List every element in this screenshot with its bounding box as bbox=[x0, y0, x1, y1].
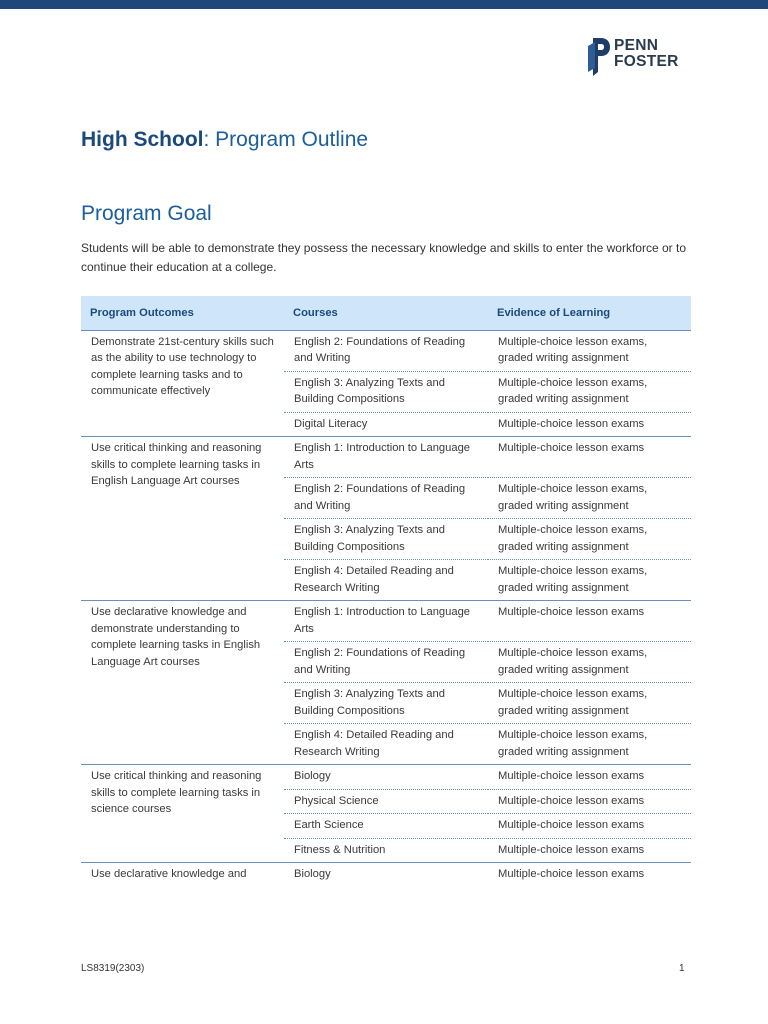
course-cell: Biology bbox=[284, 863, 488, 887]
course-cell: English 1: Introduction to Language Arts bbox=[284, 437, 488, 478]
penn-foster-logo bbox=[586, 38, 696, 78]
evidence-cell: Multiple-choice lesson exams, graded writing assignment bbox=[488, 478, 691, 519]
course-cell: English 2: Foundations of Reading and Writing bbox=[284, 478, 488, 519]
table-row bbox=[81, 765, 691, 790]
table-row bbox=[81, 330, 691, 371]
page-title-rest: : Program Outline bbox=[203, 128, 369, 151]
evidence-cell: Multiple-choice lesson exams bbox=[488, 789, 691, 814]
program-outline-table bbox=[81, 296, 691, 887]
evidence-cell: Multiple-choice lesson exams, graded writing assignment bbox=[488, 330, 691, 371]
page-number: 1 bbox=[679, 963, 685, 974]
outcome-cell: Use declarative knowledge and bbox=[81, 863, 284, 887]
page-title bbox=[81, 128, 368, 152]
document-code: LS8319(2303) bbox=[81, 963, 145, 974]
logo-line-1: PENN bbox=[614, 37, 659, 54]
program-goal-heading: Program Goal bbox=[81, 202, 212, 225]
course-cell: English 2: Foundations of Reading and Writing bbox=[284, 330, 488, 371]
course-cell: Fitness & Nutrition bbox=[284, 838, 488, 863]
evidence-cell: Multiple-choice lesson exams, graded writing assignment bbox=[488, 560, 691, 601]
evidence-cell: Multiple-choice lesson exams bbox=[488, 814, 691, 839]
evidence-cell: Multiple-choice lesson exams bbox=[488, 765, 691, 790]
table-row bbox=[81, 601, 691, 642]
course-cell: Earth Science bbox=[284, 814, 488, 839]
logo-wordmark bbox=[614, 38, 679, 70]
program-goal-text: Students will be able to demonstrate they possess the necessary knowledge and skills to enter the workforce or to continue their education at a college. bbox=[81, 241, 686, 274]
logo-line-2: FOSTER bbox=[614, 53, 679, 70]
evidence-cell: Multiple-choice lesson exams, graded writing assignment bbox=[488, 642, 691, 683]
header-courses: Courses bbox=[284, 296, 488, 330]
course-cell: English 4: Detailed Reading and Research Writing bbox=[284, 560, 488, 601]
course-cell: English 2: Foundations of Reading and Writing bbox=[284, 642, 488, 683]
header-evidence-of-learning: Evidence of Learning bbox=[488, 296, 691, 330]
evidence-cell: Multiple-choice lesson exams bbox=[488, 601, 691, 642]
table-row bbox=[81, 863, 691, 887]
course-cell: Digital Literacy bbox=[284, 412, 488, 437]
evidence-cell: Multiple-choice lesson exams bbox=[488, 838, 691, 863]
course-cell: Physical Science bbox=[284, 789, 488, 814]
course-cell: English 1: Introduction to Language Arts bbox=[284, 601, 488, 642]
outcome-cell: Use critical thinking and reasoning skills to complete learning tasks in science courses bbox=[81, 765, 284, 863]
evidence-cell: Multiple-choice lesson exams, graded writing assignment bbox=[488, 683, 691, 724]
page-title-strong: High School bbox=[81, 128, 204, 151]
top-accent-bar bbox=[0, 0, 768, 9]
course-cell: English 4: Detailed Reading and Research Writing bbox=[284, 724, 488, 765]
course-cell: Biology bbox=[284, 765, 488, 790]
header-program-outcomes: Program Outcomes bbox=[81, 296, 284, 330]
outcome-cell: Demonstrate 21st-century skills such as the ability to use technology to complete learning tasks and to communicate effectively bbox=[81, 330, 284, 437]
evidence-cell: Multiple-choice lesson exams bbox=[488, 412, 691, 437]
evidence-cell: Multiple-choice lesson exams, graded writing assignment bbox=[488, 371, 691, 412]
evidence-cell: Multiple-choice lesson exams bbox=[488, 437, 691, 478]
evidence-cell: Multiple-choice lesson exams, graded writing assignment bbox=[488, 724, 691, 765]
outcome-cell: Use declarative knowledge and demonstrate understanding to complete learning tasks in English Language Art courses bbox=[81, 601, 284, 765]
table-header-row bbox=[81, 296, 691, 330]
evidence-cell: Multiple-choice lesson exams bbox=[488, 863, 691, 887]
evidence-cell: Multiple-choice lesson exams, graded writing assignment bbox=[488, 519, 691, 560]
course-cell: English 3: Analyzing Texts and Building Compositions bbox=[284, 371, 488, 412]
course-cell: English 3: Analyzing Texts and Building Compositions bbox=[284, 519, 488, 560]
table-row bbox=[81, 437, 691, 478]
outcome-cell: Use critical thinking and reasoning skills to complete learning tasks in English Language Art courses bbox=[81, 437, 284, 601]
penn-foster-logo-icon bbox=[586, 38, 610, 76]
course-cell: English 3: Analyzing Texts and Building Compositions bbox=[284, 683, 488, 724]
